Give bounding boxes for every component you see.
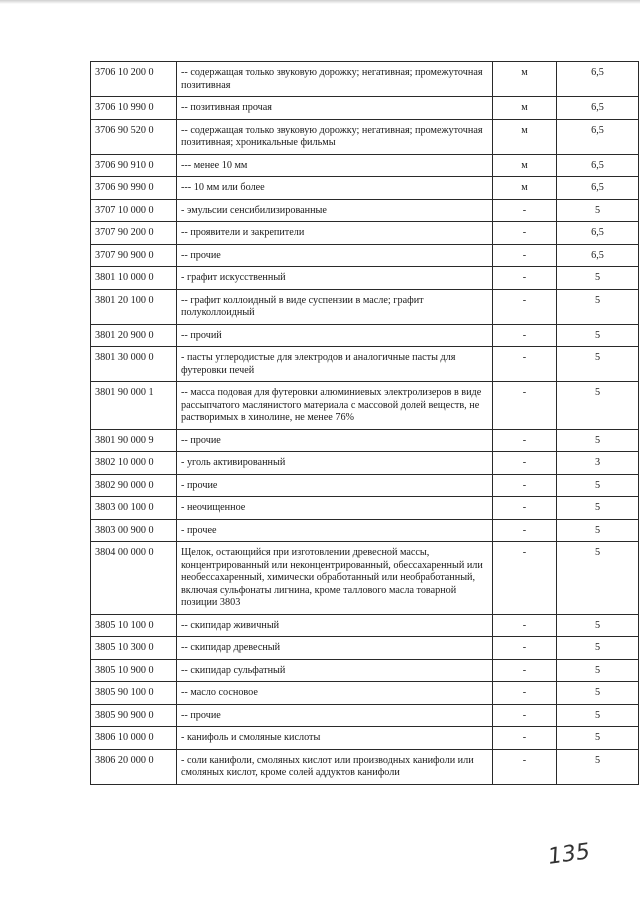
unit-cell: - bbox=[493, 429, 557, 452]
unit-cell: м bbox=[493, 62, 557, 97]
table-row bbox=[91, 704, 639, 727]
code-cell: 3805 10 300 0 bbox=[91, 637, 177, 660]
unit-cell: - bbox=[493, 749, 557, 784]
rate-cell: 5 bbox=[557, 682, 639, 705]
code-cell: 3706 90 520 0 bbox=[91, 119, 177, 154]
code-cell: 3803 00 900 0 bbox=[91, 519, 177, 542]
rate-cell: 6,5 bbox=[557, 119, 639, 154]
table-row bbox=[91, 62, 639, 97]
page-number: 135 bbox=[546, 839, 592, 870]
code-cell: 3801 90 000 1 bbox=[91, 382, 177, 430]
rate-cell: 6,5 bbox=[557, 177, 639, 200]
rate-cell: 5 bbox=[557, 289, 639, 324]
description-cell: -- содержащая только звуковую дорожку; негативная; промежуточная позитивная bbox=[177, 62, 493, 97]
unit-cell: - bbox=[493, 497, 557, 520]
description-cell: - уголь активированный bbox=[177, 452, 493, 475]
table-row bbox=[91, 347, 639, 382]
code-cell: 3805 10 100 0 bbox=[91, 614, 177, 637]
code-cell: 3801 20 900 0 bbox=[91, 324, 177, 347]
unit-cell: - bbox=[493, 614, 557, 637]
description-cell: -- скипидар древесный bbox=[177, 637, 493, 660]
table-row bbox=[91, 222, 639, 245]
table-row bbox=[91, 637, 639, 660]
description-cell: -- проявители и закрепители bbox=[177, 222, 493, 245]
code-cell: 3706 10 990 0 bbox=[91, 97, 177, 120]
description-cell: -- скипидар живичный bbox=[177, 614, 493, 637]
rate-cell: 5 bbox=[557, 614, 639, 637]
rate-cell: 6,5 bbox=[557, 62, 639, 97]
table-row bbox=[91, 542, 639, 615]
table-row bbox=[91, 659, 639, 682]
code-cell: 3707 90 900 0 bbox=[91, 244, 177, 267]
description-cell: - прочее bbox=[177, 519, 493, 542]
code-cell: 3706 10 200 0 bbox=[91, 62, 177, 97]
rate-cell: 5 bbox=[557, 474, 639, 497]
description-cell: Щелок, остающийся при изготовлении древесной массы, концентрированный или неконцентрированный, обессахаренный или необессахаренный, химически обработанный или необработанный, включая сульфонаты лигнина, кроме таллового масла товарной позиции 3803 bbox=[177, 542, 493, 615]
code-cell: 3707 90 200 0 bbox=[91, 222, 177, 245]
unit-cell: м bbox=[493, 154, 557, 177]
tariff-table bbox=[90, 61, 639, 785]
description-cell: -- позитивная прочая bbox=[177, 97, 493, 120]
rate-cell: 5 bbox=[557, 749, 639, 784]
code-cell: 3805 90 100 0 bbox=[91, 682, 177, 705]
unit-cell: м bbox=[493, 97, 557, 120]
table-row bbox=[91, 324, 639, 347]
description-cell: --- 10 мм или более bbox=[177, 177, 493, 200]
rate-cell: 5 bbox=[557, 497, 639, 520]
table-row bbox=[91, 474, 639, 497]
table-row bbox=[91, 154, 639, 177]
table-row bbox=[91, 382, 639, 430]
table-row bbox=[91, 97, 639, 120]
table-row bbox=[91, 749, 639, 784]
rate-cell: 5 bbox=[557, 727, 639, 750]
table-row bbox=[91, 244, 639, 267]
unit-cell: - bbox=[493, 682, 557, 705]
code-cell: 3804 00 000 0 bbox=[91, 542, 177, 615]
description-cell: - графит искусственный bbox=[177, 267, 493, 290]
rate-cell: 6,5 bbox=[557, 222, 639, 245]
table-row bbox=[91, 177, 639, 200]
rate-cell: 6,5 bbox=[557, 244, 639, 267]
description-cell: -- графит коллоидный в виде суспензии в масле; графит полуколлоидный bbox=[177, 289, 493, 324]
unit-cell: - bbox=[493, 474, 557, 497]
table-row bbox=[91, 727, 639, 750]
table-row bbox=[91, 614, 639, 637]
table-row bbox=[91, 267, 639, 290]
description-cell: -- содержащая только звуковую дорожку; негативная; промежуточная позитивная; хроникальные фильмы bbox=[177, 119, 493, 154]
code-cell: 3801 20 100 0 bbox=[91, 289, 177, 324]
rate-cell: 5 bbox=[557, 659, 639, 682]
description-cell: - прочие bbox=[177, 474, 493, 497]
unit-cell: - bbox=[493, 727, 557, 750]
description-cell: - эмульсии сенсибилизированные bbox=[177, 199, 493, 222]
table-row bbox=[91, 519, 639, 542]
table-row bbox=[91, 497, 639, 520]
code-cell: 3801 10 000 0 bbox=[91, 267, 177, 290]
rate-cell: 5 bbox=[557, 704, 639, 727]
rate-cell: 5 bbox=[557, 519, 639, 542]
table-row bbox=[91, 429, 639, 452]
unit-cell: - bbox=[493, 347, 557, 382]
rate-cell: 5 bbox=[557, 382, 639, 430]
rate-cell: 5 bbox=[557, 324, 639, 347]
tariff-table-body bbox=[91, 62, 639, 785]
description-cell: -- масло сосновое bbox=[177, 682, 493, 705]
scan-edge bbox=[0, 0, 640, 4]
code-cell: 3801 30 000 0 bbox=[91, 347, 177, 382]
unit-cell: - bbox=[493, 704, 557, 727]
description-cell: -- прочий bbox=[177, 324, 493, 347]
description-cell: -- прочие bbox=[177, 704, 493, 727]
code-cell: 3706 90 910 0 bbox=[91, 154, 177, 177]
table-row bbox=[91, 289, 639, 324]
description-cell: --- менее 10 мм bbox=[177, 154, 493, 177]
code-cell: 3806 20 000 0 bbox=[91, 749, 177, 784]
description-cell: - неочищенное bbox=[177, 497, 493, 520]
description-cell: -- масса подовая для футеровки алюминиевых электролизеров в виде рассыпчатого маслянистого материала с массовой долей веществ, не растворимых в хинолине, не менее 76% bbox=[177, 382, 493, 430]
unit-cell: - bbox=[493, 519, 557, 542]
unit-cell: - bbox=[493, 289, 557, 324]
code-cell: 3803 00 100 0 bbox=[91, 497, 177, 520]
code-cell: 3802 90 000 0 bbox=[91, 474, 177, 497]
unit-cell: - bbox=[493, 452, 557, 475]
code-cell: 3706 90 990 0 bbox=[91, 177, 177, 200]
rate-cell: 5 bbox=[557, 267, 639, 290]
unit-cell: м bbox=[493, 119, 557, 154]
unit-cell: м bbox=[493, 177, 557, 200]
unit-cell: - bbox=[493, 222, 557, 245]
code-cell: 3707 10 000 0 bbox=[91, 199, 177, 222]
rate-cell: 5 bbox=[557, 429, 639, 452]
unit-cell: - bbox=[493, 659, 557, 682]
rate-cell: 5 bbox=[557, 542, 639, 615]
table-row bbox=[91, 682, 639, 705]
code-cell: 3805 90 900 0 bbox=[91, 704, 177, 727]
description-cell: -- прочие bbox=[177, 244, 493, 267]
rate-cell: 6,5 bbox=[557, 154, 639, 177]
unit-cell: - bbox=[493, 637, 557, 660]
code-cell: 3801 90 000 9 bbox=[91, 429, 177, 452]
unit-cell: - bbox=[493, 244, 557, 267]
table-row bbox=[91, 199, 639, 222]
description-cell: -- прочие bbox=[177, 429, 493, 452]
table-row bbox=[91, 119, 639, 154]
unit-cell: - bbox=[493, 324, 557, 347]
unit-cell: - bbox=[493, 542, 557, 615]
code-cell: 3806 10 000 0 bbox=[91, 727, 177, 750]
rate-cell: 5 bbox=[557, 637, 639, 660]
rate-cell: 3 bbox=[557, 452, 639, 475]
rate-cell: 5 bbox=[557, 199, 639, 222]
unit-cell: - bbox=[493, 382, 557, 430]
description-cell: - канифоль и смоляные кислоты bbox=[177, 727, 493, 750]
unit-cell: - bbox=[493, 267, 557, 290]
rate-cell: 6,5 bbox=[557, 97, 639, 120]
rate-cell: 5 bbox=[557, 347, 639, 382]
unit-cell: - bbox=[493, 199, 557, 222]
code-cell: 3802 10 000 0 bbox=[91, 452, 177, 475]
description-cell: - пасты углеродистые для электродов и аналогичные пасты для футеровки печей bbox=[177, 347, 493, 382]
description-cell: -- скипидар сульфатный bbox=[177, 659, 493, 682]
table-row bbox=[91, 452, 639, 475]
code-cell: 3805 10 900 0 bbox=[91, 659, 177, 682]
description-cell: - соли канифоли, смоляных кислот или производных канифоли или смоляных кислот, кроме солей аддуктов канифоли bbox=[177, 749, 493, 784]
